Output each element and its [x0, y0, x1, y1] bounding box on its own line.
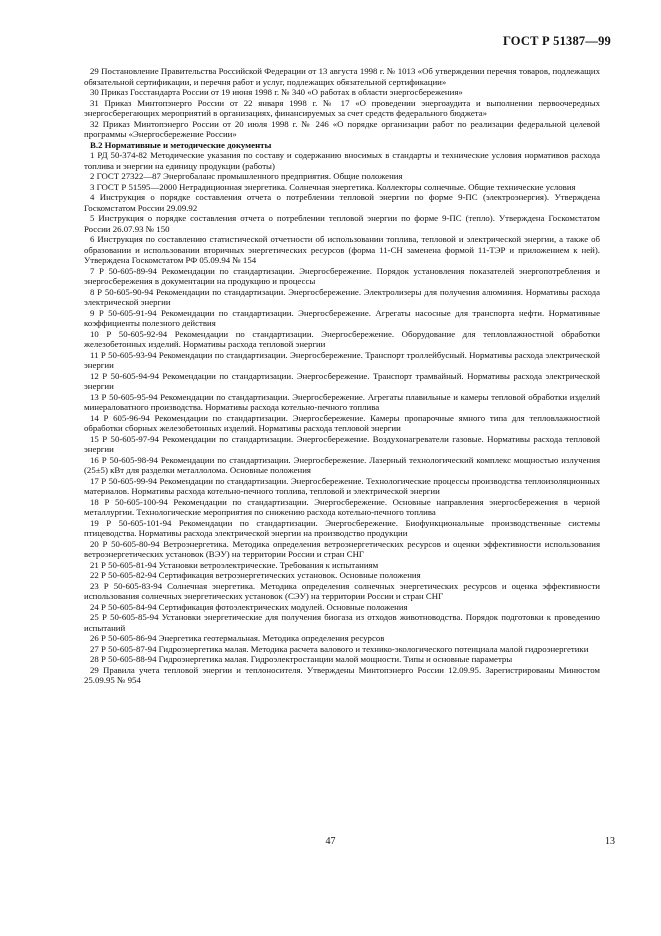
paragraph: 6 Инструкция по составлению статистической отчетности об использовании топлива, тепловой и электрической энергии, а также об образовании и использовании вторичных энергетических ресурсов (форма 11-СН заменена формой 11-ТЭР и приложением к ней). Утверждена Госкомстатом РФ 05.09.94 № 154	[84, 234, 600, 265]
paragraph: 18 Р 50-605-100-94 Рекомендации по стандартизации. Энергосбережение. Основные направления энергосбережения в черной металлургии. Технологические мероприятия по снижению расхода котельно-печного топлива	[84, 496, 600, 517]
paragraph: 28 Р 50-605-88-94 Гидроэнергетика малая. Гидроэлектростанции малой мощности. Типы и основные параметры	[90, 654, 513, 664]
paragraph: 22 Р 50-605-82-94 Сертификация ветроэнергетических установок. Основные положения	[90, 570, 421, 580]
paragraph: 29 Правила учета тепловой энергии и теплоносителя. Утверждены Минтопэнерго России 12.09.95. Зарегистрированы Минюстом 25.09.95 № 954	[84, 664, 600, 685]
paragraph: 23 Р 50-605-83-94 Солнечная энергетика. Методика определения солнечных энергетических ресурсов и оценка эффективности использования солнечных энергетических установок (СЭУ) на территории России и стран СНГ	[84, 580, 600, 601]
paragraph: 19 Р 50-605-101-94 Рекомендации по стандартизации. Энергосбережение. Биофункциональные производственные системы птицеводства. Нормативы расхода электрической энергии на производство продукции	[84, 517, 600, 538]
paragraph: 5 Инструкция о порядке составления отчета о потреблении тепловой энергии по форме 9-ПС (тепло). Утверждена Госкомстатом России 26.07.93 № 150	[84, 213, 600, 234]
document-code: ГОСТ Р 51387—99	[502, 34, 611, 48]
paragraph: 9 Р 50-605-91-94 Рекомендации по стандартизации. Энергосбережение. Агрегаты насосные для транспорта нефти. Нормативные коэффициенты полезного действия	[84, 307, 600, 328]
paragraph: 15 Р 50-605-97-94 Рекомендации по стандартизации. Энергосбережение. Воздухонагреватели газовые. Нормативы расхода тепловой энергии	[84, 433, 600, 454]
paragraph: 29 Постановление Правительства Российской Федерации от 13 августа 1998 г. № 1013 «Об утверждении перечня товаров, подлежащих обязательной сертификации, и перечня работ и услуг, подлежащих обязательной сертификации»	[84, 66, 600, 87]
paragraph: 10 Р 50-605-92-94 Рекомендации по стандартизации. Энергосбережение. Оборудование для тепловлажностной обработки железобетонных изделий. Нормативы расхода тепловой энергии	[84, 328, 600, 349]
page-number-right: 13	[605, 836, 615, 847]
paragraph: 20 Р 50-605-80-94 Ветроэнергетика. Методика определения ветроэнергетических ресурсов и оценки эффективности использования ветроэнергетических установок (ВЭУ) на территории России и стран СНГ	[84, 538, 600, 559]
paragraph: 31 Приказ Минтопэнерго России от 22 января 1998 г. № 17 «О проведении энергоаудита и выполнении первоочередных энергосберегающих мероприятий в организациях, финансируемых за счет средств федерального бюджета»	[84, 97, 600, 118]
paragraph: 27 Р 50-605-87-94 Гидроэнергетика малая. Методика расчета валового и технико-экологического потенциала малой гидроэнергетики	[90, 643, 589, 654]
paragraph: 24 Р 50-605-84-94 Сертификация фотоэлектрических модулей. Основные положения	[90, 601, 408, 612]
paragraph: 8 Р 50-605-90-94 Рекомендации по стандартизации. Энергосбережение. Электролизеры для получения алюминия. Нормативы расхода электрической энергии	[84, 286, 600, 307]
paragraph: 32 Приказ Минтопэнерго России от 20 июля 1998 г. № 246 «О порядке организации работ по реализации федеральной целевой программы «Энергосбережение России»	[84, 118, 600, 139]
paragraph: 16 Р 50-605-98-94 Рекомендации по стандартизации. Энергосбережение. Лазерный технологический комплекс мощностью излучения (25±5) кВт для разделки металлолома. Основные положения	[84, 454, 600, 475]
paragraph: 7 Р 50-605-89-94 Рекомендации по стандартизации. Энергосбережение. Порядок установления показателей энергопотребления и энергосбережения в документации на продукцию и процессы	[84, 265, 600, 286]
page-number-center: 47	[325, 836, 336, 847]
paragraph: 4 Инструкция о порядке составления отчета о потреблении тепловой энергии по форме 9-ПС (электроэнергия). Утверждена Госкомстатом России 29.09.92	[84, 192, 600, 213]
paragraph: 14 Р 605-96-94 Рекомендации по стандартизации. Энергосбережение. Камеры пропарочные ямного типа для тепловлажностной обработки сборных железобетонных изделий. Нормативы расхода тепловой энергии	[84, 412, 600, 433]
document-body	[84, 66, 600, 686]
paragraph: 1 РД 50-374-82 Методические указания по составу и содержанию вносимых в стандарты и технические условия нормативов расхода топлива и энергии на единицу продукции (работы)	[84, 150, 600, 171]
paragraph: 21 Р 50-605-81-94 Установки ветроэлектрические. Требования к испытаниям	[90, 559, 379, 570]
paragraph: 3 ГОСТ Р 51595—2000 Нетрадиционная энергетика. Солнечная энергетика. Коллекторы солнечные. Общие технические условия	[90, 181, 576, 192]
paragraph: 26 Р 50-605-86-94 Энергетика геотермальная. Методика определения ресурсов	[90, 633, 385, 643]
paragraph: 25 Р 50-605-85-94 Установки энергетические для получения биогаза из отходов животноводства. Порядок подготовки к проведению испытаний	[84, 612, 600, 633]
paragraph: 30 Приказ Госстандарта России от 19 июня 1998 г. № 340 «О работах в области энергосбережения»	[90, 87, 463, 97]
section-heading: В.2 Нормативные и методические документы	[90, 139, 272, 150]
paragraph: 11 Р 50-605-93-94 Рекомендации по стандартизации. Энергосбережение. Транспорт троллейбусный. Нормативы расхода электрической энергии	[84, 349, 600, 370]
paragraph: 12 Р 50-605-94-94 Рекомендации по стандартизации. Энергосбережение. Транспорт трамвайный. Нормативы расхода электрической энергии	[84, 370, 600, 391]
paragraph: 13 Р 50-605-95-94 Рекомендации по стандартизации. Энергосбережение. Агрегаты плавильные и камеры тепловой обработки изделий минераловатного производства. Нормативы расхода котельно-печного топлива	[84, 391, 600, 412]
paragraph: 17 Р 50-605-99-94 Рекомендации по стандартизации. Энергосбережение. Технологические процессы производства теплоизоляционных материалов. Нормативы расхода котельно-печного топлива, тепловой и электрической энергии	[84, 475, 600, 496]
paragraph: 2 ГОСТ 27322—87 Энергобаланс промышленного предприятия. Общие положения	[90, 171, 403, 181]
